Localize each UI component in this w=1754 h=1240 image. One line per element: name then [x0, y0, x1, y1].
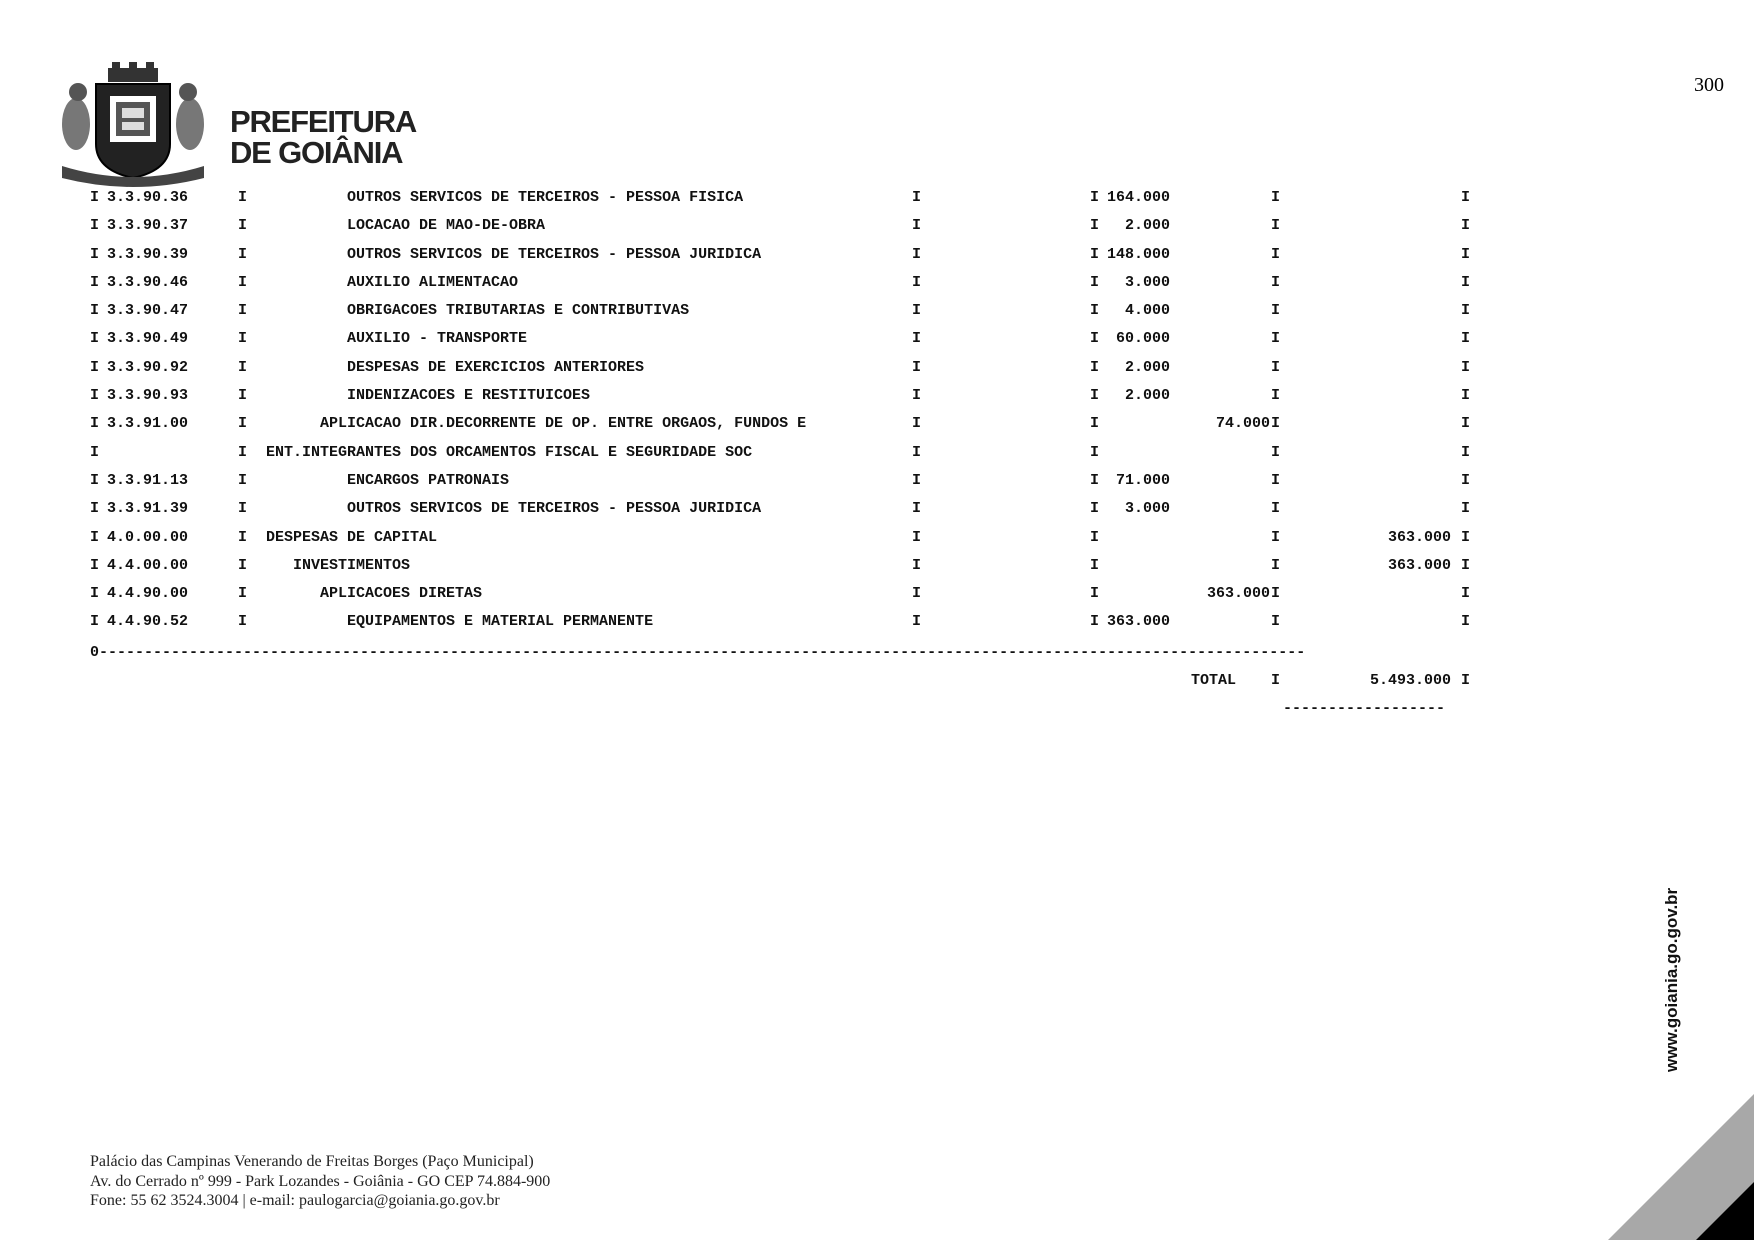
column-marker: I: [1090, 217, 1100, 235]
footer-line-2: Av. do Cerrado nº 999 - Park Lozandes - Goiânia - GO CEP 74.884-900: [90, 1172, 551, 1190]
column-marker: I: [1271, 471, 1281, 489]
total-underline: ------------------: [1283, 700, 1446, 717]
account-code: 3.3.90.92: [107, 358, 189, 376]
column-marker: I: [1461, 415, 1471, 433]
column-marker: I: [90, 471, 100, 489]
website-url: www.goiania.go.gov.br: [1662, 887, 1681, 1072]
account-code: 3.3.91.00: [107, 415, 189, 433]
column-marker: I: [912, 613, 922, 631]
column-marker: I: [1271, 217, 1281, 235]
column-marker: I: [1271, 443, 1281, 461]
account-code: 3.3.90.47: [107, 302, 189, 320]
column-marker: I: [238, 613, 248, 631]
column-marker: I: [1271, 302, 1281, 320]
column-marker: I: [238, 217, 248, 235]
column-marker: I: [1090, 528, 1100, 546]
column-marker: I: [238, 387, 248, 405]
column-marker: I: [90, 189, 100, 206]
column-marker: I: [912, 556, 922, 574]
account-code: 4.4.00.00: [107, 556, 189, 574]
column-marker: I: [912, 471, 922, 489]
column-marker: I: [238, 500, 248, 518]
city-seal-icon: [58, 62, 218, 192]
column-marker: I: [90, 585, 100, 603]
column-marker: I: [912, 387, 922, 405]
column-marker: I: [1271, 387, 1281, 405]
account-description: EQUIPAMENTOS E MATERIAL PERMANENTE: [257, 613, 654, 631]
column-marker: I: [90, 415, 100, 433]
column-marker: I: [238, 330, 248, 348]
account-description: INVESTIMENTOS: [257, 556, 411, 574]
total-value: 5.493.000: [1369, 672, 1451, 689]
column-marker: I: [1090, 387, 1100, 405]
account-description: ENCARGOS PATRONAIS: [257, 471, 510, 489]
account-description: ENT.INTEGRANTES DOS ORCAMENTOS FISCAL E SEGURIDADE SOC: [257, 443, 753, 461]
column-marker: I: [90, 330, 100, 348]
column-marker: I: [1461, 500, 1471, 518]
account-code: 3.3.91.13: [107, 471, 189, 489]
column-marker: I: [1271, 273, 1281, 291]
account-description: INDENIZACOES E RESTITUICOES: [257, 387, 591, 405]
column-marker: I: [1090, 471, 1100, 489]
column-marker: I: [1090, 358, 1100, 376]
account-description: OUTROS SERVICOS DE TERCEIROS - PESSOA FISICA: [257, 189, 744, 206]
column-marker: I: [912, 415, 922, 433]
account-description: APLICACOES DIRETAS: [257, 585, 483, 603]
column-marker: I: [912, 358, 922, 376]
value-detail: 3.000: [1124, 273, 1170, 291]
column-marker: I: [1090, 415, 1100, 433]
value-detail: 71.000: [1115, 471, 1170, 489]
column-marker: I: [1461, 387, 1471, 405]
value-detail: 363.000: [1106, 613, 1170, 631]
column-marker: I: [1090, 330, 1100, 348]
column-marker: I: [90, 556, 100, 574]
column-marker: I: [90, 387, 100, 405]
account-code: 3.3.91.39: [107, 500, 189, 518]
column-marker: I: [1271, 556, 1281, 574]
account-description: AUXILIO ALIMENTACAO: [257, 273, 519, 291]
column-marker: I: [90, 245, 100, 263]
value-detail: 164.000: [1106, 189, 1170, 206]
account-code: 3.3.90.37: [107, 217, 189, 235]
column-marker: I: [912, 500, 922, 518]
column-marker: I: [1090, 556, 1100, 574]
value-group: 363.000: [1206, 585, 1270, 603]
column-marker: I: [1461, 585, 1471, 603]
column-marker: I: [238, 415, 248, 433]
column-marker: I: [238, 245, 248, 263]
column-marker: I: [1090, 245, 1100, 263]
total-label: TOTAL: [1191, 672, 1237, 689]
column-marker: I: [90, 613, 100, 631]
account-code: 4.4.90.00: [107, 585, 189, 603]
total-column-marker: I: [1271, 672, 1281, 689]
account-code: 3.3.90.93: [107, 387, 189, 405]
column-marker: I: [912, 443, 922, 461]
column-marker: I: [1271, 500, 1281, 518]
account-description: AUXILIO - TRANSPORTE: [257, 330, 528, 348]
column-marker: I: [1461, 613, 1471, 631]
account-description: DESPESAS DE CAPITAL: [257, 528, 438, 546]
column-marker: I: [238, 358, 248, 376]
column-marker: I: [912, 245, 922, 263]
column-marker: I: [1461, 217, 1471, 235]
value-detail: 2.000: [1124, 358, 1170, 376]
column-marker: I: [1461, 189, 1471, 206]
column-marker: I: [238, 189, 248, 206]
column-marker: I: [1090, 189, 1100, 206]
column-marker: I: [1461, 471, 1471, 489]
column-marker: I: [912, 528, 922, 546]
account-description: LOCACAO DE MAO-DE-OBRA: [257, 217, 546, 235]
total-line: [0, 672, 1754, 696]
column-marker: I: [90, 358, 100, 376]
column-marker: I: [912, 273, 922, 291]
value-detail: 2.000: [1124, 387, 1170, 405]
column-marker: I: [912, 217, 922, 235]
column-marker: I: [912, 585, 922, 603]
column-marker: I: [1271, 415, 1281, 433]
column-marker: I: [912, 330, 922, 348]
column-marker: I: [1461, 443, 1471, 461]
account-description: OUTROS SERVICOS DE TERCEIROS - PESSOA JURIDICA: [257, 500, 762, 518]
column-marker: I: [238, 471, 248, 489]
column-marker: I: [1461, 358, 1471, 376]
value-detail: 60.000: [1115, 330, 1170, 348]
account-description: OUTROS SERVICOS DE TERCEIROS - PESSOA JURIDICA: [257, 245, 762, 263]
logo-wordmark: [230, 106, 416, 168]
account-code: 3.3.90.49: [107, 330, 189, 348]
column-marker: I: [238, 585, 248, 603]
column-marker: I: [912, 189, 922, 206]
column-marker: I: [1090, 500, 1100, 518]
logo-line-2: DE GOIÂNIA: [230, 135, 403, 170]
account-description: DESPESAS DE EXERCICIOS ANTERIORES: [257, 358, 645, 376]
account-code: 3.3.90.36: [107, 189, 189, 206]
column-marker: I: [90, 217, 100, 235]
column-marker: I: [1090, 302, 1100, 320]
account-code: 3.3.90.46: [107, 273, 189, 291]
page-number: 300: [1694, 74, 1724, 96]
report-separator: 0--------------------------------------------------------------------------------------------------------------------------------------: [90, 644, 1306, 661]
footer-line-3: Fone: 55 62 3524.3004 | e-mail: paulogarcia@goiania.go.gov.br: [90, 1192, 500, 1209]
column-marker: I: [1461, 302, 1471, 320]
corner-decoration: [1608, 1094, 1754, 1240]
column-marker: I: [912, 302, 922, 320]
column-marker: I: [1271, 358, 1281, 376]
column-marker: I: [1090, 585, 1100, 603]
column-marker: I: [238, 556, 248, 574]
column-marker: I: [238, 443, 248, 461]
column-marker: I: [90, 528, 100, 546]
column-marker: I: [1461, 556, 1471, 574]
column-marker: I: [238, 273, 248, 291]
value-detail: 4.000: [1124, 302, 1170, 320]
footer-line-1: Palácio das Campinas Venerando de Freitas Borges (Paço Municipal): [90, 1153, 534, 1170]
value-group: 74.000: [1215, 415, 1270, 433]
column-marker: I: [90, 273, 100, 291]
column-marker: I: [1271, 613, 1281, 631]
column-marker: I: [1271, 245, 1281, 263]
column-marker: I: [1461, 330, 1471, 348]
footer-address: [90, 1152, 550, 1211]
column-marker: I: [1090, 273, 1100, 291]
column-marker: I: [1461, 273, 1471, 291]
column-marker: I: [1271, 330, 1281, 348]
column-marker: I: [238, 528, 248, 546]
account-code: 4.0.00.00: [107, 528, 189, 546]
value-category: 363.000: [1387, 556, 1451, 574]
value-detail: 148.000: [1106, 245, 1170, 263]
column-marker: I: [1271, 528, 1281, 546]
column-marker: I: [1090, 613, 1100, 631]
column-marker: I: [1090, 443, 1100, 461]
column-marker: I: [1461, 245, 1471, 263]
column-marker: I: [1461, 528, 1471, 546]
account-code: 4.4.90.52: [107, 613, 189, 631]
value-detail: 2.000: [1124, 217, 1170, 235]
account-code: 3.3.90.39: [107, 245, 189, 263]
account-description: APLICACAO DIR.DECORRENTE DE OP. ENTRE ORGAOS, FUNDOS E: [257, 415, 807, 433]
column-marker: I: [90, 443, 100, 461]
value-detail: 3.000: [1124, 500, 1170, 518]
column-marker: I: [1271, 189, 1281, 206]
column-marker: I: [1271, 585, 1281, 603]
logo: [58, 62, 418, 192]
column-marker: I: [90, 500, 100, 518]
column-marker: I: [90, 302, 100, 320]
value-category: 363.000: [1387, 528, 1451, 546]
column-marker: I: [238, 302, 248, 320]
logo-line-1: PREFEITURA: [230, 104, 417, 139]
account-description: OBRIGACOES TRIBUTARIAS E CONTRIBUTIVAS: [257, 302, 690, 320]
total-column-marker: I: [1461, 672, 1471, 689]
